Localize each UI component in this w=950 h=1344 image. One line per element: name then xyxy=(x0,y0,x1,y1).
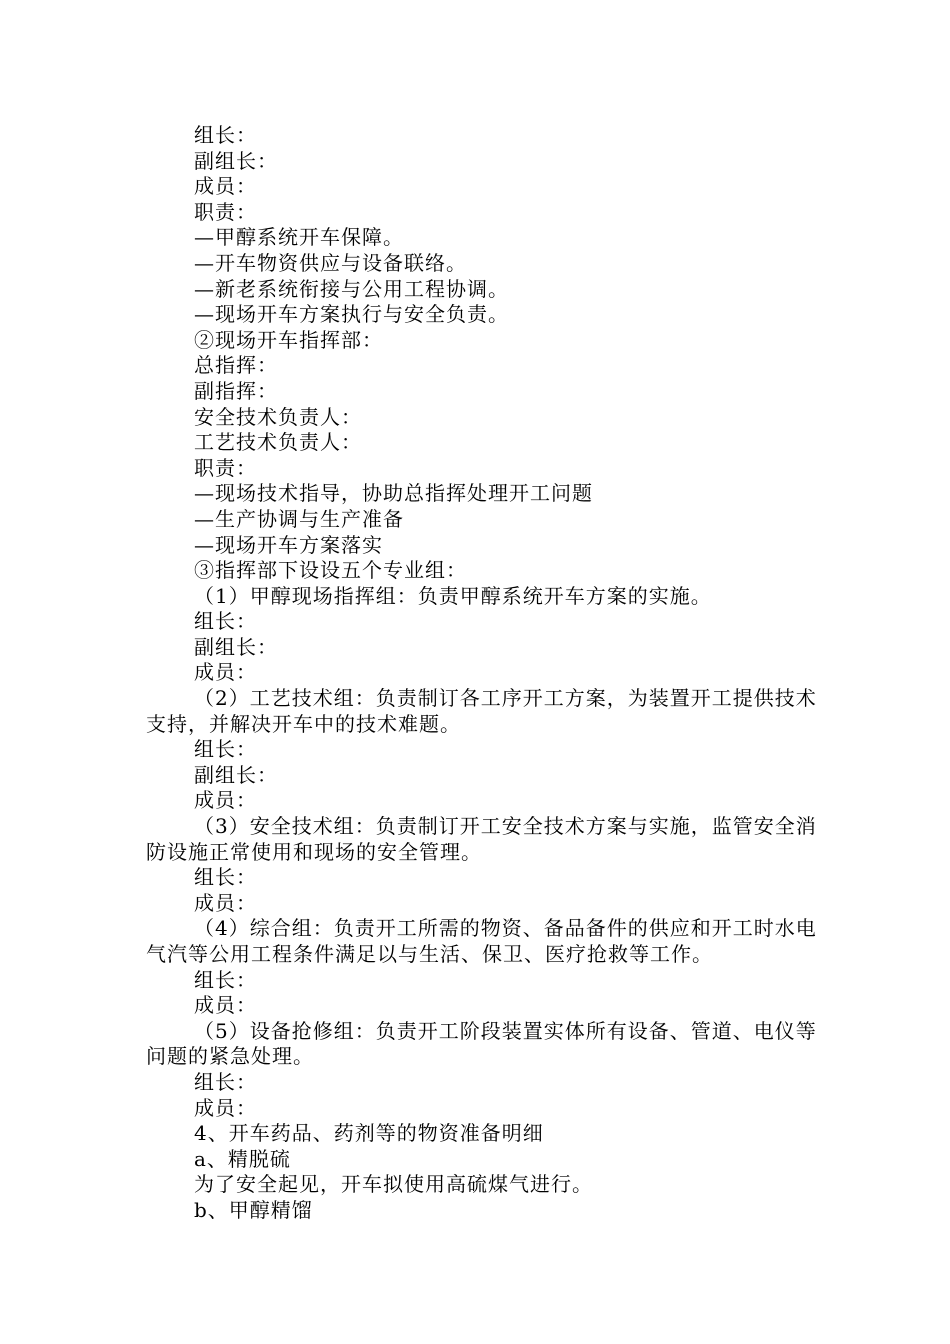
text-line: 成员： xyxy=(194,1095,257,1120)
text-line: 副组长： xyxy=(194,148,278,173)
text-line: —甲醇系统开车保障。 xyxy=(194,225,404,250)
document-body xyxy=(146,123,830,1224)
text-line: 组长： xyxy=(194,967,257,992)
text-line: 组长： xyxy=(194,737,257,762)
text-line: 成员： xyxy=(194,660,257,685)
text-line: 副组长： xyxy=(194,634,278,659)
text-line: 副组长： xyxy=(194,762,278,787)
text-line: 为了安全起见，开车拟使用高硫煤气进行。 xyxy=(194,1172,593,1197)
section-heading: 4、开车药品、药剂等的物资准备明细 xyxy=(194,1121,544,1146)
text-line: 成员： xyxy=(194,890,257,915)
group-description: （3）安全技术组：负责制订开工安全技术方案与实施，监管安全消防设施正常使用和现场的安全管理。 xyxy=(146,814,817,864)
text-line: 安全技术负责人： xyxy=(194,404,362,429)
text-line: —开车物资供应与设备联络。 xyxy=(194,250,467,275)
text-line: 副指挥： xyxy=(194,378,278,403)
group-description: （5）设备抢修组：负责开工阶段装置实体所有设备、管道、电仪等问题的紧急处理。 xyxy=(146,1018,817,1069)
group-description: （1）甲醇现场指挥组：负责甲醇系统开车方案的实施。 xyxy=(194,583,712,608)
text-line: 组长： xyxy=(194,1069,257,1094)
text-line: 成员： xyxy=(194,788,257,813)
text-line: 工艺技术负责人： xyxy=(194,430,362,455)
text-line: —生产协调与生产准备 xyxy=(194,506,404,531)
text-line: —新老系统衔接与公用工程协调。 xyxy=(194,276,509,301)
subsection-heading: b、甲醇精馏 xyxy=(194,1197,313,1222)
text-line: 职责： xyxy=(194,199,257,224)
text-line: 成员： xyxy=(194,993,257,1018)
group-description: （4）综合组：负责开工所需的物资、备品备件的供应和开工时水电气汽等公用工程条件满足以与生活、保卫、医疗抢救等工作。 xyxy=(146,916,817,966)
section-heading: ③指挥部下设设五个专业组： xyxy=(194,558,467,583)
text-line: —现场开车方案落实 xyxy=(194,532,383,557)
text-line: 职责： xyxy=(194,455,257,480)
subsection-heading: a、精脱硫 xyxy=(194,1146,291,1171)
text-line: 成员： xyxy=(194,174,257,199)
text-line: 组长： xyxy=(194,609,257,634)
section-heading: ②现场开车指挥部： xyxy=(194,327,383,352)
text-line: —现场开车方案执行与安全负责。 xyxy=(194,302,509,327)
text-line: 组长： xyxy=(194,865,257,890)
text-line: 总指挥： xyxy=(194,353,278,378)
text-line: 组长： xyxy=(194,123,257,147)
text-line: —现场技术指导，协助总指挥处理开工问题 xyxy=(194,481,593,506)
group-description: （2）工艺技术组：负责制订各工序开工方案，为装置开工提供技术支持，并解决开车中的技术难题。 xyxy=(146,686,817,736)
